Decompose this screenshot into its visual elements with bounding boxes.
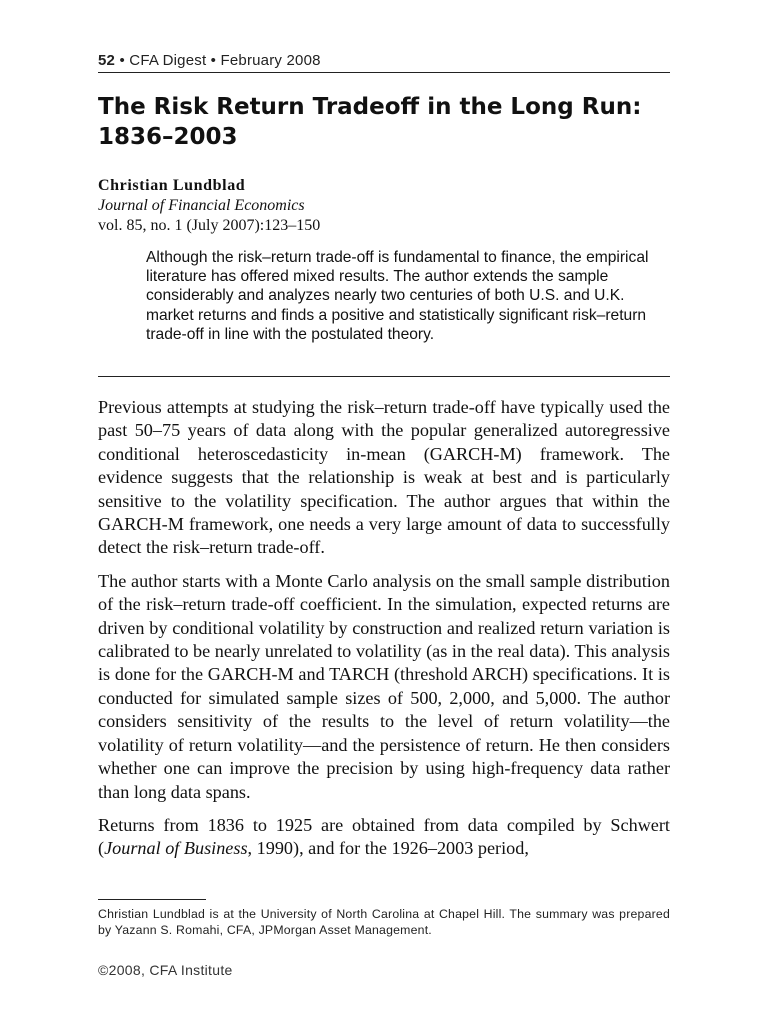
publication-line: • CFA Digest • February 2008 [115,52,321,69]
body-paragraph-3 [98,814,670,861]
abstract: Although the risk–return trade-off is fundamental to finance, the empirical literature has offered mixed results. The author extends the sample considerably and analyzes nearly two centuries of both U.S. and U.K. market returns and finds a positive and statistically significant risk–return trade-off in line with the postulated theory. [146,249,649,343]
page-number: 52 [98,52,116,69]
article-body [98,396,670,871]
author-name: Christian Lundblad [98,177,246,194]
p3-end: , 1990), and for the 1926–2003 period, [247,838,529,859]
abstract-rule [98,376,670,377]
body-paragraph-2: The author starts with a Monte Carlo analysis on the small sample distribution of the risk–return trade-off coefficient. In the simulation, expected returns are driven by conditional volatility by construction and realized return variation is calibrated to be nearly unrelated to volatility (as in the real data). This analysis is done for the GARCH-M and TARCH (threshold ARCH) specifications. It is conducted for simulated sample sizes of 500, 2,000, and 5,000. The author considers sensitivity of the results to the level of return volatility—the volatility of return volatility—and the persistence of return. He then considers whether one can improve the precision by using high-frequency data rather than long data spans. [98,570,670,802]
header-rule [98,72,670,73]
citation-block [98,176,320,236]
journal-name: Journal of Financial Economics [98,197,305,214]
body-paragraph-1: Previous attempts at studying the risk–return trade-off have typically used the past 50–75 years of data along with the popular generalized autoregressive conditional heteroscedasticity in-mean (GARCH-M) framework. The evidence suggests that the relationship is weak at best and is particularly sensitive to the volatility specification. The author argues that within the GARCH-M framework, one needs a very large amount of data to successfully detect the risk–return trade-off. [98,397,670,558]
p3-start: Returns from 1836 to 1925 are obtained from data compiled by Schwert ( [98,814,670,859]
footnote: Christian Lundblad is at the University of North Carolina at Chapel Hill. The summary was prepared by Yazann S. Romahi, CFA, JPMorgan Asset Management. [98,907,670,937]
volume-info: vol. 85, no. 1 (July 2007):123–150 [98,217,321,234]
footnote-rule [98,899,206,900]
p3-journal: Journal of Business [104,838,248,859]
article-title: The Risk Return Tradeoff in the Long Run: 1836–2003 [98,94,642,150]
copyright-notice: ©2008, CFA Institute [98,962,233,978]
running-header [98,52,321,69]
